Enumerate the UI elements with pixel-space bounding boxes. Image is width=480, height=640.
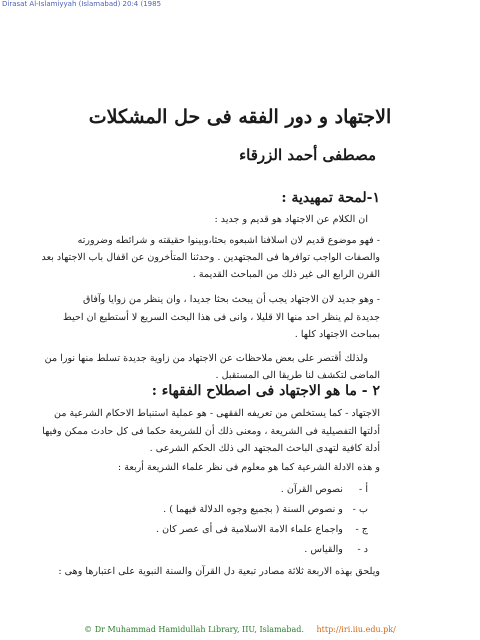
paragraph-line: جديدة لم ينظر احد منها الا قليلا ، وانى فى هذا البحث السريع لا أستطيع ان احيط — [62, 312, 380, 323]
list-item — [281, 484, 368, 495]
paragraph-line: الاجتهاد - كما يستخلص من تعريفه الفقهى - هو عملية استنباط الاحكام الشرعية من — [54, 408, 380, 419]
footer-url-link[interactable]: http://iri.iiu.edu.pk/ — [316, 625, 396, 634]
article-title: الاجتهاد و دور الفقه فى حل المشكلات — [88, 106, 392, 128]
paragraph-line: الماضى لتكشف لنا طريقا الى المستقبل . — [215, 370, 380, 381]
paragraph-line: ولذلك أقتصر على بعض ملاحظات عن الاجتهاد من زاوية جديدة تسلط منها نورا من — [44, 353, 368, 364]
paragraph-line: ان الكلام عن الاجتهاد هو قديم و جديد : — [214, 214, 368, 225]
list-item — [304, 544, 368, 555]
section-1-heading: ١-لمحة تمهيدية : — [281, 190, 380, 206]
list-item-text: و نصوص السنة ( بجميع وجوه الدلالة فيهما ) . — [163, 504, 343, 515]
journal-citation: Dirasat Al-Islamiyyah (Islamabad) 20:4 (1985 — [2, 0, 162, 8]
list-item — [156, 524, 368, 535]
list-item-text: والقياس . — [304, 544, 343, 555]
list-item — [163, 504, 368, 515]
page-footer — [0, 625, 480, 634]
section-2-heading: ٢ - ما هو الاجتهاد فى اصطلاح الفقهاء : — [151, 383, 380, 399]
list-item-letter: ب - — [352, 504, 368, 515]
paragraph-line: ويلحق بهذه الاربعة ثلاثة مصادر تبعية دل القرآن والسنة النبوية على اعتبارها وهى : — [58, 566, 380, 577]
article-author: مصطفى أحمد الزرقاء — [239, 146, 376, 164]
paragraph-line: القرن الرابع الى غير ذلك من المباحث القديمة . — [192, 269, 380, 280]
paragraph-line: و هذه الادلة الشرعية كما هو معلوم فى نظر علماء الشريعة أربعة : — [117, 462, 380, 473]
paragraph-line: بمباحث الاجتهاد كلها . — [294, 329, 380, 340]
list-item-letter: ج - — [355, 524, 368, 535]
paragraph-line: - فهو موضوع قديم لان اسلافنا اشبعوه بحثا،وبينوا حقيقته و شرائطه وضرورته — [77, 235, 380, 246]
paragraph-line: أدلة كافية لتهدى الباحث المجتهد الى ذلك الحكم الشرعى . — [149, 443, 380, 454]
library-credit: © Dr Muhammad Hamidullah Library, IIU, Islamabad. — [84, 625, 304, 634]
paragraph-line: - وهو جديد لان الاجتهاد يجب أن يبحث بحثا جديدا ، وان ينظر من زوايا وآفاق — [83, 294, 380, 305]
list-item-letter: د - — [357, 544, 368, 555]
list-item-letter: أ - — [359, 484, 368, 495]
paragraph-line: والصفات الواجب توافرها فى المجتهدين . وحدثنا المتأخرون عن اقفال باب الاجتهاد بعد — [41, 252, 380, 263]
list-item-text: نصوص القرآن . — [280, 484, 343, 495]
paragraph-line: أدلتها التفصيلية فى الشريعة ، ومعنى ذلك أن للشريعة حكما فى كل حادث ممكن وفيها — [42, 426, 380, 437]
list-item-text: واجماع علماء الامة الاسلامية فى أى عصر كان . — [156, 524, 343, 535]
